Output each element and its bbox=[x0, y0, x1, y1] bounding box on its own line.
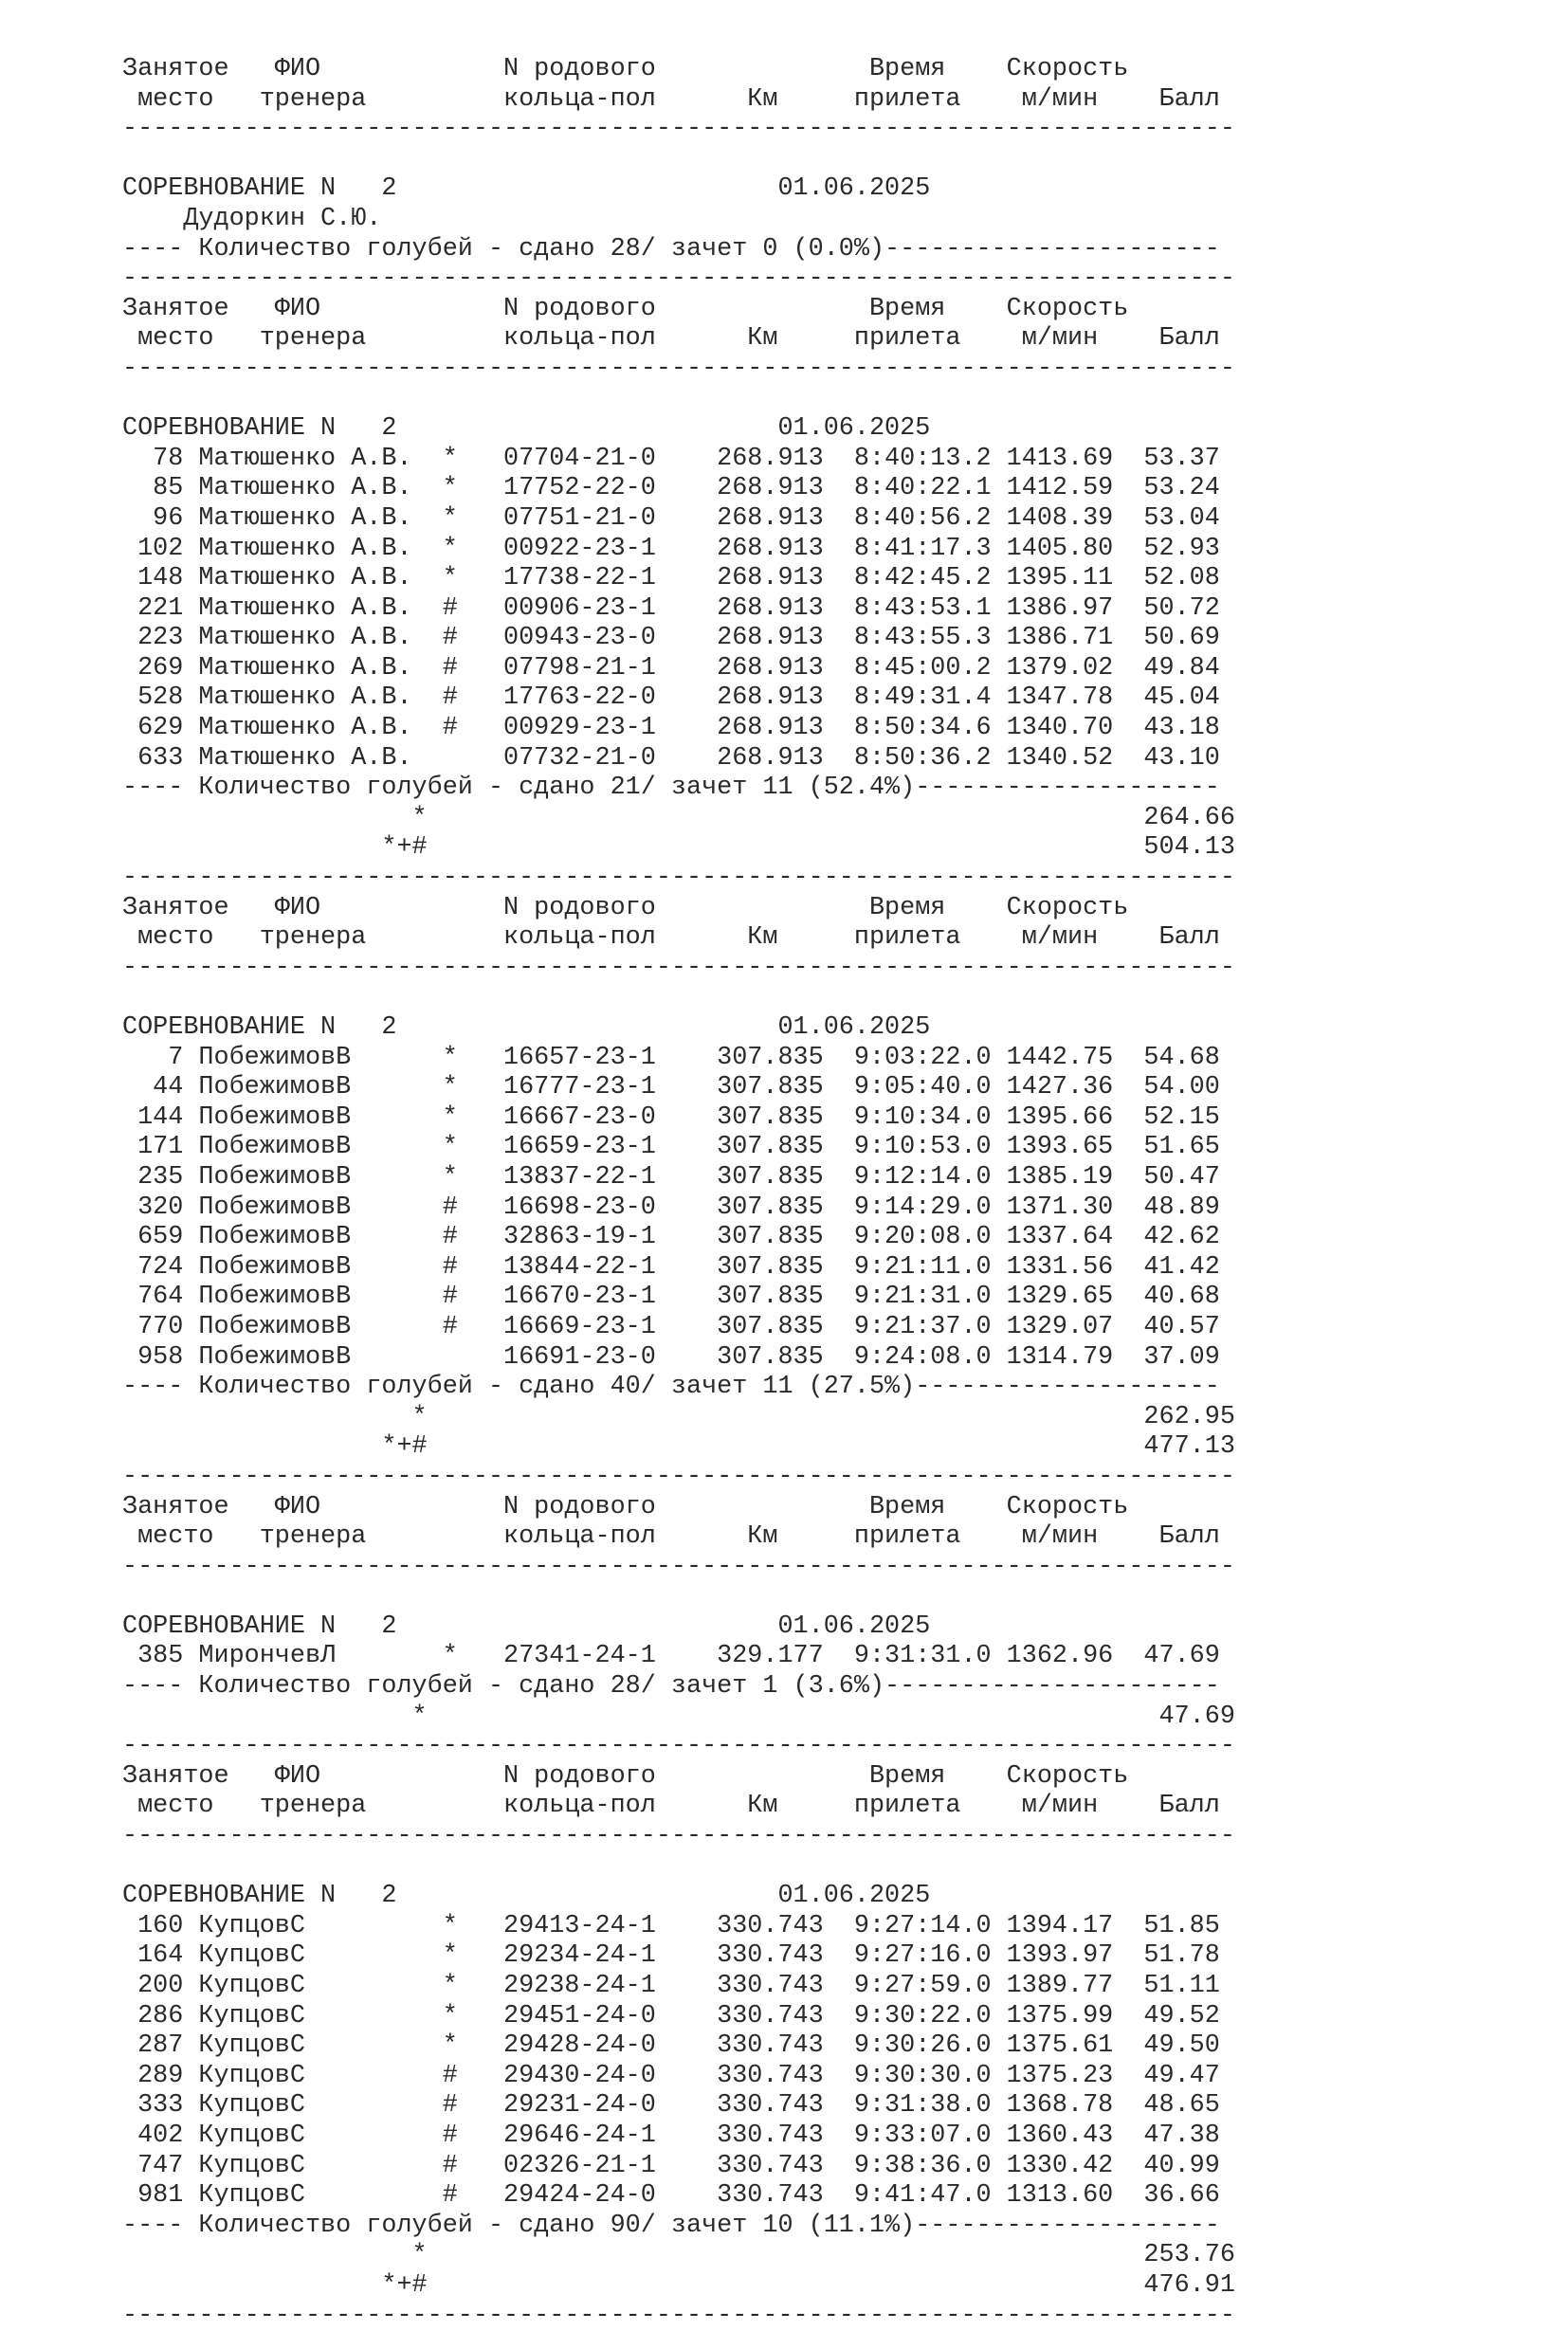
column-header-line: Занятое ФИО N родового Время Скорость bbox=[122, 1492, 1129, 1521]
result-row: 171 ПобежимовВ * 16659-23-1 307.835 9:10:53.0 1393.65 51.65 bbox=[122, 1133, 1220, 1162]
competition-line: СОРЕВНОВАНИЕ N 2 01.06.2025 bbox=[122, 174, 931, 204]
separator-line: ------------------------------------------------------------------------- bbox=[122, 1552, 1235, 1581]
result-row: 981 КупцовС # 29424-24-0 330.743 9:41:47.0 1313.60 36.66 bbox=[122, 2181, 1220, 2211]
result-row: 223 Матюшенко А.В. # 00943-23-0 268.913 8:43:55.3 1386.71 50.69 bbox=[122, 624, 1220, 653]
blank-line bbox=[122, 1852, 1235, 1883]
column-header-line: место тренера кольца-пол Км прилета м/мин Балл bbox=[122, 84, 1220, 114]
result-row: 235 ПобежимовВ * 13837-22-1 307.835 9:12:14.0 1385.19 50.47 bbox=[122, 1162, 1220, 1192]
competition-line: СОРЕВНОВАНИЕ N 2 01.06.2025 bbox=[122, 1612, 931, 1641]
separator-line: ------------------------------------------------------------------------- bbox=[122, 354, 1235, 383]
separator-line: ------------------------------------------------------------------------- bbox=[122, 115, 1235, 144]
blank-line bbox=[122, 145, 1235, 175]
result-row: 164 КупцовС * 29234-24-1 330.743 9:27:16.0 1393.97 51.78 bbox=[122, 1941, 1220, 1971]
result-row: 747 КупцовС # 02326-21-1 330.743 9:38:36.0 1330.42 40.99 bbox=[122, 2151, 1220, 2180]
result-row: 44 ПобежимовВ * 16777-23-1 307.835 9:05:40.0 1427.36 54.00 bbox=[122, 1073, 1220, 1102]
result-row: 724 ПобежимовВ # 13844-22-1 307.835 9:21:11.0 1331.56 41.42 bbox=[122, 1252, 1220, 1282]
result-row: 102 Матюшенко А.В. * 00922-23-1 268.913 8:41:17.3 1405.80 52.93 bbox=[122, 534, 1220, 563]
blank-line bbox=[122, 983, 1235, 1013]
competition-line: СОРЕВНОВАНИЕ N 2 01.06.2025 bbox=[122, 414, 931, 444]
result-row: 659 ПобежимовВ # 32863-19-1 307.835 9:20:08.0 1337.64 42.62 bbox=[122, 1223, 1220, 1252]
competition-line: СОРЕВНОВАНИЕ N 2 01.06.2025 bbox=[122, 1013, 931, 1042]
summary-line: ---- Количество голубей - сдано 40/ зачет 11 (27.5%)-------------------- bbox=[122, 1373, 1220, 1402]
separator-line: ------------------------------------------------------------------------- bbox=[122, 953, 1235, 982]
total-line: * 262.95 bbox=[122, 1402, 1235, 1431]
column-header-line: место тренера кольца-пол Км прилета м/мин Балл bbox=[122, 1792, 1220, 1821]
result-row: 385 МирончевЛ * 27341-24-1 329.177 9:31:31.0 1362.96 47.69 bbox=[122, 1642, 1220, 1671]
result-row: 333 КупцовС # 29231-24-0 330.743 9:31:38.0 1368.78 48.65 bbox=[122, 2091, 1220, 2121]
separator-line: ------------------------------------------------------------------------- bbox=[122, 264, 1235, 294]
result-row: 289 КупцовС # 29430-24-0 330.743 9:30:30.0 1375.23 49.47 bbox=[122, 2061, 1220, 2090]
result-row: 85 Матюшенко А.В. * 17752-22-0 268.913 8:40:22.1 1412.59 53.24 bbox=[122, 474, 1220, 503]
result-row: 286 КупцовС * 29451-24-0 330.743 9:30:22.0 1375.99 49.52 bbox=[122, 2001, 1220, 2031]
total-line: *+# 504.13 bbox=[122, 833, 1235, 863]
column-header-line: место тренера кольца-пол Км прилета м/мин Балл bbox=[122, 324, 1220, 354]
result-row: 221 Матюшенко А.В. # 00906-23-1 268.913 8:43:53.1 1386.97 50.72 bbox=[122, 593, 1220, 623]
summary-line: ---- Количество голубей - сдано 21/ зачет 11 (52.4%)-------------------- bbox=[122, 774, 1220, 803]
column-header-line: место тренера кольца-пол Км прилета м/мин Балл bbox=[122, 923, 1220, 953]
column-header-line: Занятое ФИО N родового Время Скорость bbox=[122, 294, 1129, 323]
result-row: 629 Матюшенко А.В. # 00929-23-1 268.913 8:50:34.6 1340.70 43.18 bbox=[122, 714, 1220, 743]
total-line: *+# 477.13 bbox=[122, 1432, 1235, 1462]
result-row: 402 КупцовС # 29646-24-1 330.743 9:33:07.0 1360.43 47.38 bbox=[122, 2121, 1220, 2150]
summary-line: ---- Количество голубей - сдано 28/ зачет 0 (0.0%)---------------------- bbox=[122, 234, 1220, 264]
result-row: 269 Матюшенко А.В. # 07798-21-1 268.913 8:45:00.2 1379.02 49.84 bbox=[122, 653, 1220, 683]
result-row: 148 Матюшенко А.В. * 17738-22-1 268.913 8:42:45.2 1395.11 52.08 bbox=[122, 564, 1220, 593]
result-row: 287 КупцовС * 29428-24-0 330.743 9:30:26.0 1375.61 49.50 bbox=[122, 2031, 1220, 2061]
separator-line: ------------------------------------------------------------------------- bbox=[122, 864, 1235, 893]
separator-line: ------------------------------------------------------------------------- bbox=[122, 1732, 1235, 1761]
column-header-line: Занятое ФИО N родового Время Скорость bbox=[122, 893, 1129, 922]
blank-line bbox=[122, 385, 1235, 415]
separator-line: ------------------------------------------------------------------------- bbox=[122, 2301, 1235, 2330]
results-report bbox=[122, 55, 1235, 2331]
total-line: * 264.66 bbox=[122, 803, 1235, 832]
result-row: 320 ПобежимовВ # 16698-23-0 307.835 9:14:29.0 1371.30 48.89 bbox=[122, 1193, 1220, 1222]
result-row: 200 КупцовС * 29238-24-1 330.743 9:27:59.0 1389.77 51.11 bbox=[122, 1972, 1220, 2000]
trainer-name: Дудоркин С.Ю. bbox=[122, 204, 382, 233]
result-row: 764 ПобежимовВ # 16670-23-1 307.835 9:21:31.0 1329.65 40.68 bbox=[122, 1283, 1220, 1312]
result-row: 528 Матюшенко А.В. # 17763-22-0 268.913 8:49:31.4 1347.78 45.04 bbox=[122, 683, 1220, 713]
column-header-line: Занятое ФИО N родового Время Скорость bbox=[122, 55, 1129, 83]
competition-line: СОРЕВНОВАНИЕ N 2 01.06.2025 bbox=[122, 1882, 931, 1911]
total-line: * 253.76 bbox=[122, 2241, 1235, 2270]
separator-line: ------------------------------------------------------------------------- bbox=[122, 1822, 1235, 1851]
result-row: 144 ПобежимовВ * 16667-23-0 307.835 9:10:34.0 1395.66 52.15 bbox=[122, 1102, 1220, 1132]
blank-line bbox=[122, 1582, 1235, 1612]
result-row: 633 Матюшенко А.В. 07732-21-0 268.913 8:50:36.2 1340.52 43.10 bbox=[122, 743, 1220, 773]
summary-line: ---- Количество голубей - сдано 90/ зачет 10 (11.1%)-------------------- bbox=[122, 2211, 1220, 2240]
separator-line: ------------------------------------------------------------------------- bbox=[122, 1462, 1235, 1491]
column-header-line: Занятое ФИО N родового Время Скорость bbox=[122, 1761, 1129, 1791]
result-row: 7 ПобежимовВ * 16657-23-1 307.835 9:03:22.0 1442.75 54.68 bbox=[122, 1043, 1220, 1072]
summary-line: ---- Количество голубей - сдано 28/ зачет 1 (3.6%)---------------------- bbox=[122, 1672, 1220, 1702]
result-row: 160 КупцовС * 29413-24-1 330.743 9:27:14.0 1394.17 51.85 bbox=[122, 1911, 1220, 1940]
total-line: * 47.69 bbox=[122, 1702, 1235, 1731]
result-row: 96 Матюшенко А.В. * 07751-21-0 268.913 8:40:56.2 1408.39 53.04 bbox=[122, 503, 1220, 533]
total-line: *+# 476.91 bbox=[122, 2270, 1235, 2300]
result-row: 958 ПобежимовВ 16691-23-0 307.835 9:24:08.0 1314.79 37.09 bbox=[122, 1342, 1220, 1372]
result-row: 78 Матюшенко А.В. * 07704-21-0 268.913 8:40:13.2 1413.69 53.37 bbox=[122, 444, 1220, 473]
result-row: 770 ПобежимовВ # 16669-23-1 307.835 9:21:37.0 1329.07 40.57 bbox=[122, 1312, 1220, 1341]
column-header-line: место тренера кольца-пол Км прилета м/мин Балл bbox=[122, 1522, 1220, 1552]
